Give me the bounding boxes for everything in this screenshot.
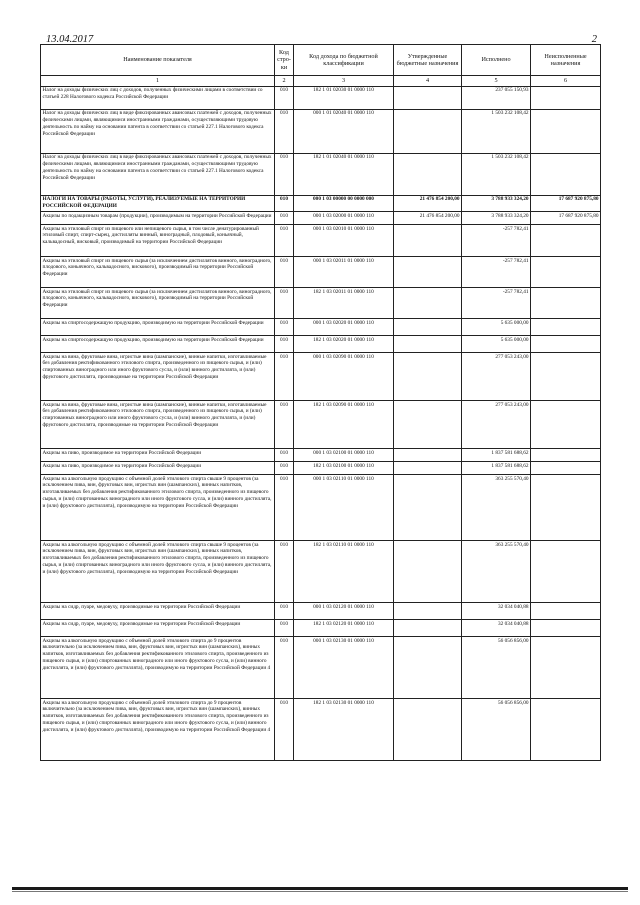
row-code: 010 (275, 318, 294, 335)
row-unexecuted (531, 540, 601, 602)
row-executed: 32 034 040,88 (462, 602, 531, 619)
row-unexecuted (531, 352, 601, 400)
row-executed: 5 635 000,00 (462, 335, 531, 352)
row-code: 010 (275, 335, 294, 352)
col-header-approved: Утвержденные бюджетные назначения (394, 45, 462, 76)
table-row (41, 256, 601, 287)
row-approved (394, 400, 462, 448)
table-row (41, 540, 601, 602)
row-income-code: 182 1 03 02120 01 0000 110 (294, 619, 394, 636)
row-executed: -257 782,41 (462, 224, 531, 256)
row-income-code: 182 1 03 02110 01 0000 110 (294, 540, 394, 602)
row-approved (394, 698, 462, 760)
col-header-code: Код стро-ки (275, 45, 294, 76)
row-name: Акцизы на этиловый спирт из пищевого сырья (за исключением дистиллятов винного, виноградного, плодового, коньячного, кальвадосного, вискового), производимый на территории Российской Федерации (41, 287, 275, 318)
table-row (41, 86, 601, 109)
row-approved (394, 86, 462, 109)
row-approved (394, 287, 462, 318)
row-approved (394, 474, 462, 540)
row-name: Акцизы на вина, фруктовые вина, игристые вина (шампанские), винные напитки, изготавливаемые без добавления ректификованного этилового спирта, произведенного из пищевого сырья, и (или) спиртованных виноградного или иного фруктового сусла, и (или) винного дистиллята, и (или) фруктового дистиллята, производимые на территории Российской Федерации (41, 400, 275, 448)
row-name: Акцизы на этиловый спирт из пищевого или непищевого сырья, в том числе денатурированный этиловый спирт, спирт-сырец, дистилляты винный, виноградный, плодовый, коньячный, кальвадосный, висковый, производимый на территории Российской Федерации (41, 224, 275, 256)
table-row (41, 109, 601, 153)
row-unexecuted (531, 224, 601, 256)
row-unexecuted (531, 153, 601, 195)
row-income-code: 182 1 03 02011 01 0000 110 (294, 287, 394, 318)
row-approved (394, 224, 462, 256)
row-name: Акцизы на спиртосодержащую продукцию, производимую на территории Российской Федерации (41, 335, 275, 352)
row-executed: 3 788 933 324,20 (462, 195, 531, 211)
row-unexecuted (531, 86, 601, 109)
row-code: 010 (275, 224, 294, 256)
row-unexecuted: 17 687 920 875,80 (531, 195, 601, 211)
row-unexecuted (531, 400, 601, 448)
row-income-code: 182 1 01 02040 01 0000 110 (294, 153, 394, 195)
row-name: Акцизы на пиво, производимое на территории Российской Федерации (41, 461, 275, 474)
col-number: 4 (394, 76, 462, 87)
row-income-code: 000 1 03 02000 01 0000 110 (294, 211, 394, 224)
row-executed: 56 056 856,00 (462, 698, 531, 760)
row-code: 010 (275, 698, 294, 760)
col-number: 2 (275, 76, 294, 87)
scan-edge-line (12, 891, 628, 892)
row-executed: 363 255 570,40 (462, 474, 531, 540)
row-income-code: 000 1 03 02130 01 0000 110 (294, 636, 394, 698)
row-code: 010 (275, 109, 294, 153)
row-approved (394, 636, 462, 698)
row-income-code: 182 1 03 02020 01 0000 110 (294, 335, 394, 352)
row-name: Акцизы на сидр, пуаре, медовуху, производимые на территории Российской Федерации (41, 602, 275, 619)
row-unexecuted (531, 318, 601, 335)
col-header-name: Наименование показателя (41, 45, 275, 76)
row-unexecuted: 17 687 920 875,80 (531, 211, 601, 224)
row-approved: 21 476 854 200,00 (394, 195, 462, 211)
table-row (41, 636, 601, 698)
row-executed: -257 782,41 (462, 256, 531, 287)
row-income-code: 000 1 03 02100 01 0000 110 (294, 448, 394, 461)
row-name: Акцизы по подакцизным товарам (продукции), производимым на территории Российской Федерации (41, 211, 275, 224)
report-date: 13.04.2017 (46, 34, 94, 45)
row-unexecuted (531, 636, 601, 698)
table-row (41, 335, 601, 352)
page-number: 2 (591, 34, 597, 45)
row-approved (394, 448, 462, 461)
row-code: 010 (275, 619, 294, 636)
row-code: 010 (275, 287, 294, 318)
table-row (41, 400, 601, 448)
row-approved (394, 619, 462, 636)
row-unexecuted (531, 335, 601, 352)
table-row (41, 698, 601, 760)
col-number: 6 (531, 76, 601, 87)
row-unexecuted (531, 287, 601, 318)
table-row (41, 211, 601, 224)
row-approved (394, 335, 462, 352)
row-executed: 5 635 000,00 (462, 318, 531, 335)
col-header-executed: Исполнено (462, 45, 531, 76)
col-header-unexecuted: Неисполненные назначения (531, 45, 601, 76)
col-header-income-code: Код дохода по бюджетной классификации (294, 45, 394, 76)
row-name: Акцизы на алкогольную продукцию с объемной долей этилового спирта свыше 9 процентов (за исключением пива, вин, фруктовых вин, игристых вин (шампанских), винных напитков, изготавливаемых без добавления ректификованного этилового спирта, произведенного из пищевого сырья, и (или) спиртованных виноградного или иного фруктового сусла, и (или) винного дистиллята, и (или) фруктового дистиллята), производимую на территории Российской Федерации (41, 540, 275, 602)
row-executed: 1 503 232 108,42 (462, 153, 531, 195)
col-number: 3 (294, 76, 394, 87)
row-name: Акцизы на алкогольную продукцию с объемной долей этилового спирта до 9 процентов включительно (за исключением пива, вин, фруктовых вин, игристых вин (шампанских), винных напитков, изготавливаемых без добавления ректификованного этилового спирта, произведенного из пищевого сырья, и (или) спиртованных виноградного или иного фруктового сусла, и (или) винного дистиллята, и (или) фруктового дистиллята), производимую на территории Российской Федерации 4 (41, 636, 275, 698)
col-number: 5 (462, 76, 531, 87)
row-approved (394, 602, 462, 619)
row-executed: 1 837 581 688,62 (462, 461, 531, 474)
row-approved (394, 461, 462, 474)
row-code: 010 (275, 211, 294, 224)
row-approved (394, 109, 462, 153)
row-unexecuted (531, 461, 601, 474)
scan-edge-bar (12, 887, 628, 890)
row-executed: 277 053 243,00 (462, 400, 531, 448)
row-unexecuted (531, 602, 601, 619)
row-executed: 3 788 933 324,20 (462, 211, 531, 224)
table-row (41, 619, 601, 636)
row-unexecuted (531, 109, 601, 153)
row-approved (394, 256, 462, 287)
table-row (41, 153, 601, 195)
row-code: 010 (275, 461, 294, 474)
row-executed: 56 056 856,00 (462, 636, 531, 698)
table-row (41, 318, 601, 335)
row-unexecuted (531, 698, 601, 760)
row-code: 010 (275, 448, 294, 461)
row-income-code: 000 1 03 02120 01 0000 110 (294, 602, 394, 619)
table-row (41, 287, 601, 318)
row-code: 010 (275, 474, 294, 540)
row-unexecuted (531, 474, 601, 540)
row-income-code: 000 1 03 00000 00 0000 000 (294, 195, 394, 211)
row-executed: 363 255 570,40 (462, 540, 531, 602)
row-approved: 21 476 854 200,00 (394, 211, 462, 224)
row-income-code: 182 1 03 02100 01 0000 110 (294, 461, 394, 474)
row-name: Акцизы на спиртосодержащую продукцию, производимую на территории Российской Федерации (41, 318, 275, 335)
row-unexecuted (531, 619, 601, 636)
row-code: 010 (275, 352, 294, 400)
row-income-code: 000 1 03 02010 01 0000 110 (294, 224, 394, 256)
row-income-code: 000 1 03 02110 01 0000 110 (294, 474, 394, 540)
row-executed: 1 503 232 108,42 (462, 109, 531, 153)
row-name: Акцизы на вина, фруктовые вина, игристые вина (шампанские), винные напитки, изготавливаемые без добавления ректификованного этилового спирта, произведенного из пищевого сырья, и (или) спиртованных виноградного или иного фруктового сусла, и (или) винного дистиллята, и (или) фруктового дистиллята, производимые на территории Российской Федерации (41, 352, 275, 400)
row-code: 010 (275, 540, 294, 602)
table-row (41, 352, 601, 400)
row-executed: -257 782,41 (462, 287, 531, 318)
row-income-code: 000 1 03 02011 01 0000 110 (294, 256, 394, 287)
row-income-code: 182 1 01 02030 01 0000 110 (294, 86, 394, 109)
row-name: Налог на доходы физических лиц в виде фиксированных авансовых платежей с доходов, полученных физическими лицами, являющимися иностранными гражданами, осуществляющими трудовую деятельность по найму на основании патента в соответствии со статьей 227.1 Налогового кодекса Российской Федерации (41, 109, 275, 153)
row-income-code: 000 1 03 02090 01 0000 110 (294, 352, 394, 400)
row-code: 010 (275, 636, 294, 698)
row-name: Акцизы на алкогольную продукцию с объемной долей этилового спирта свыше 9 процентов (за исключением пива, вин, фруктовых вин, игристых вин (шампанских), винных напитков, изготавливаемых без добавления ректификованного этилового спирта, произведенного из пищевого сырья, и (или) спиртованных виноградного или иного фруктового сусла, и (или) винного дистиллята, и (или) фруктового дистиллята), производимую на территории Российской Федерации (41, 474, 275, 540)
row-unexecuted (531, 256, 601, 287)
table-row (41, 602, 601, 619)
row-income-code: 000 1 01 02040 01 0000 110 (294, 109, 394, 153)
row-approved (394, 540, 462, 602)
row-executed: 1 837 581 688,62 (462, 448, 531, 461)
row-name: Акцизы на алкогольную продукцию с объемной долей этилового спирта до 9 процентов включительно (за исключением пива, вин, фруктовых вин, игристых вин (шампанских), винных напитков, изготавливаемых без добавления ректификованного этилового спирта, произведенного из пищевого сырья, и (или) спиртованных виноградного или иного фруктового сусла, и (или) винного дистиллята, и (или) фруктового дистиллята), производимую на территории Российской Федерации 4 (41, 698, 275, 760)
row-executed: 32 034 040,88 (462, 619, 531, 636)
row-executed: 277 053 243,00 (462, 352, 531, 400)
table-row (41, 224, 601, 256)
row-approved (394, 318, 462, 335)
table-row (41, 195, 601, 211)
row-code: 010 (275, 153, 294, 195)
row-name: Акцизы на сидр, пуаре, медовуху, производимые на территории Российской Федерации (41, 619, 275, 636)
row-code: 010 (275, 86, 294, 109)
row-name: Акцизы на этиловый спирт из пищевого сырья (за исключением дистиллятов винного, виноградного, плодового, коньячного, кальвадосного, вискового), производимый на территории Российской Федерации (41, 256, 275, 287)
row-approved (394, 153, 462, 195)
row-executed: 237 055 150,93 (462, 86, 531, 109)
row-name: Налог на доходы физических лиц с доходов, полученных физическими лицами в соответствии со статьей 228 Налогового кодекса Российской Федерации (41, 86, 275, 109)
row-approved (394, 352, 462, 400)
table-row (41, 474, 601, 540)
table-body (41, 86, 601, 760)
row-code: 010 (275, 602, 294, 619)
row-name: НАЛОГИ НА ТОВАРЫ (РАБОТЫ, УСЛУГИ), РЕАЛИЗУЕМЫЕ НА ТЕРРИТОРИИ РОССИЙСКОЙ ФЕДЕРАЦИИ (41, 195, 275, 211)
income-report-table (40, 44, 601, 761)
row-unexecuted (531, 448, 601, 461)
row-code: 010 (275, 400, 294, 448)
col-number: 1 (41, 76, 275, 87)
row-name: Акцизы на пиво, производимое на территории Российской Федерации (41, 448, 275, 461)
row-code: 010 (275, 195, 294, 211)
row-income-code: 182 1 03 02090 01 0000 110 (294, 400, 394, 448)
row-name: Налог на доходы физических лиц в виде фиксированных авансовых платежей с доходов, полученных физическими лицами, являющимися иностранными гражданами, осуществляющими трудовую деятельность по найму на основании патента в соответствии со статьей 227.1 Налогового кодекса Российской Федерации (41, 153, 275, 195)
row-income-code: 000 1 03 02020 01 0000 110 (294, 318, 394, 335)
table-row (41, 448, 601, 461)
row-income-code: 182 1 03 02130 01 0000 110 (294, 698, 394, 760)
row-code: 010 (275, 256, 294, 287)
table-row (41, 461, 601, 474)
